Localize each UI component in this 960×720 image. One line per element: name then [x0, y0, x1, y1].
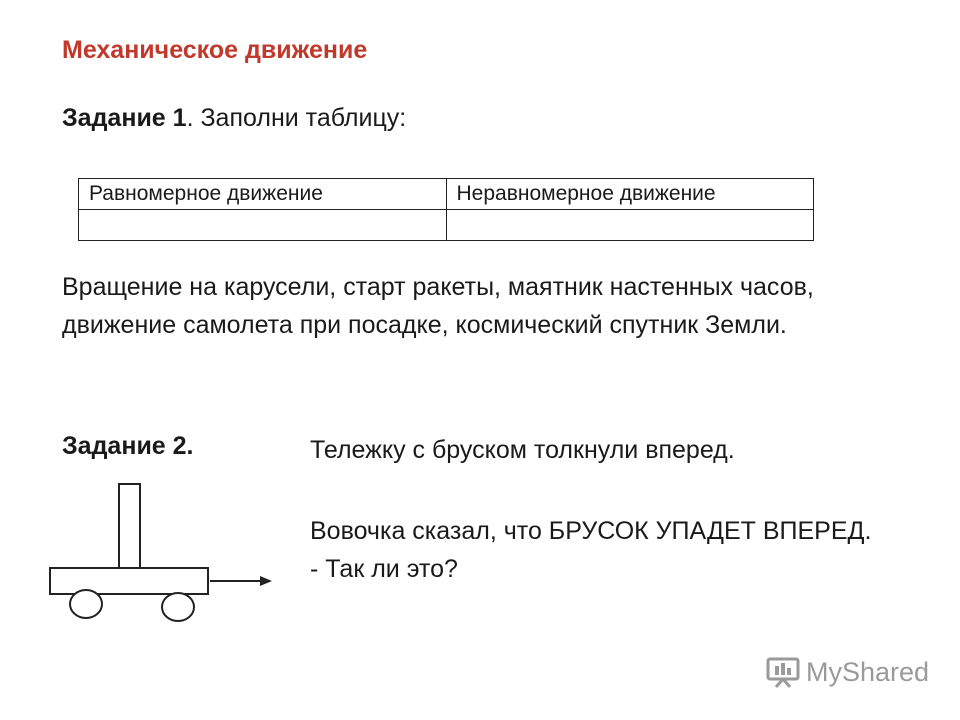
- table-answer-row: [79, 210, 814, 241]
- header-uniform-motion: Равномерное движение: [79, 179, 447, 210]
- motion-table: [78, 178, 814, 241]
- cart-wheel-right: [162, 593, 194, 621]
- cart-body: [50, 568, 208, 594]
- cart-with-block-diagram: [40, 478, 280, 628]
- header-nonuniform-motion: Неравномерное движение: [446, 179, 814, 210]
- examples-list: Вращение на карусели, старт ракеты, маятник настенных часов, движение самолета при посадке, космический спутник Земли.: [62, 273, 814, 339]
- push-arrow-head: [260, 576, 272, 586]
- table-header-row: [79, 179, 814, 210]
- answer-cell-nonuniform[interactable]: [446, 210, 814, 241]
- task-2-line-1: Тележку с бруском толкнули вперед.: [310, 436, 735, 464]
- page-title: Механическое движение: [62, 36, 368, 64]
- task-1-label: Задание 1: [62, 104, 187, 132]
- myshared-logo: [766, 656, 929, 688]
- task-1-heading: [62, 104, 406, 133]
- task-2-question: [310, 512, 871, 588]
- task-2-line-3: - Так ли это?: [310, 555, 458, 583]
- answer-cell-uniform[interactable]: [79, 210, 447, 241]
- task-2-label: Задание 2.: [62, 432, 194, 460]
- cart-wheel-left: [70, 590, 102, 618]
- task-1-instruction: . Заполни таблицу:: [186, 104, 407, 132]
- presentation-board-icon: [766, 656, 800, 688]
- logo-text: MyShared: [806, 656, 930, 687]
- task-2-line-2: Вовочка сказал, что БРУСОК УПАДЕТ ВПЕРЕД.: [310, 517, 872, 545]
- block: [119, 484, 140, 570]
